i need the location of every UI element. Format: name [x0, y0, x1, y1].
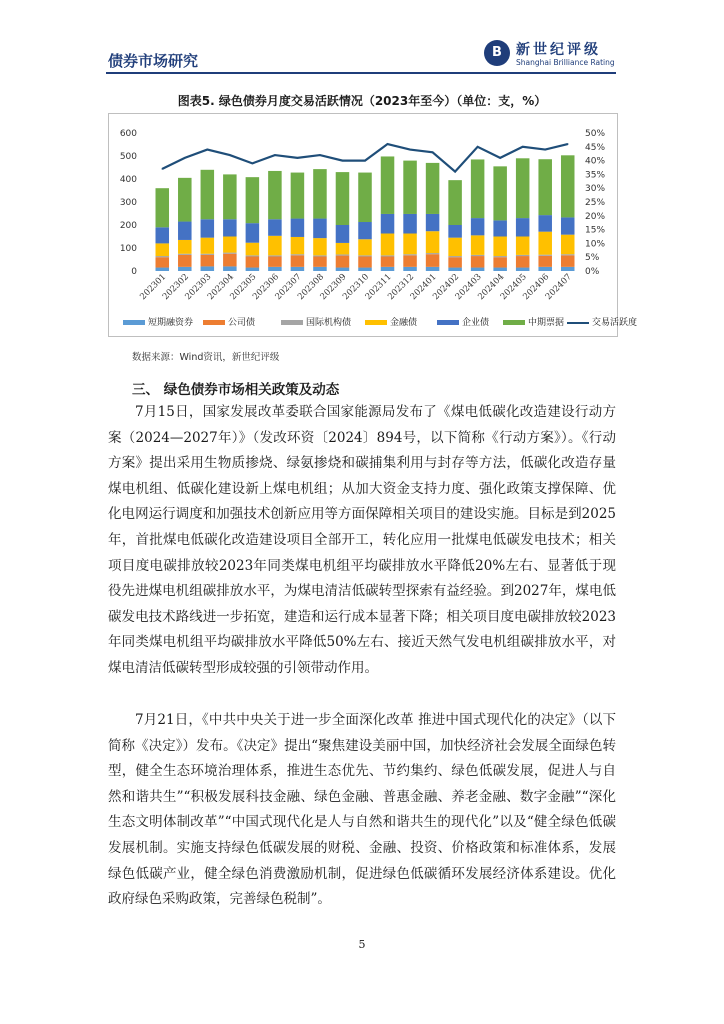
bar-segment [246, 177, 260, 223]
bar-segment [291, 219, 305, 237]
bar-segment [178, 267, 192, 271]
activity-point [454, 171, 456, 173]
bar-segment [201, 254, 215, 255]
bar-segment [403, 255, 417, 266]
bar-segment [291, 254, 305, 255]
x-tick-label: 202302 [160, 272, 191, 303]
bar-segment [381, 234, 395, 256]
logo-chinese-name: 新世纪评级 [516, 42, 601, 58]
bar-segment [493, 237, 507, 257]
legend-label: 公司债 [228, 318, 256, 328]
legend-swatch [203, 320, 225, 325]
bar-segment [448, 257, 462, 267]
activity-point [161, 168, 163, 170]
header-divider [106, 72, 616, 74]
bar-segment [381, 255, 395, 256]
activity-point [409, 149, 411, 151]
activity-point [184, 157, 186, 159]
x-tick-label: 202305 [228, 272, 259, 303]
x-tick-label: 202306 [250, 272, 282, 303]
x-tick-label: 202301 [138, 272, 169, 303]
y-left-tick-label: 400 [119, 175, 137, 185]
legend-label: 国际机构债 [306, 318, 352, 328]
activity-point [364, 160, 366, 162]
bar-segment [178, 222, 192, 240]
paragraph-text: 7月15日，国家发展改革委联合国家能源局发布了《煤电低碳化改造建设行动方案（2024—2027年）》（发改环资〔2024〕894号，以下简称《行动方案》）。《行动方案》提出采用生物质掺烧、绿氨掺烧和碳捕集利用与封存等方法，低碳化改造存量煤电机组、低碳化建设新上煤电机组；从加大资金支持力度、强化政策支撑保障、优化电网运行调度和加强技术创新应用等方面保障相关项目的建设实施。目标是到2025年，首批煤电低碳化改造建设项目全部开工，转化应用一批煤电低碳发电技术；相关项目度电碳排放较2023年同类煤电机组平均碳排放水平降低20%左右、显著低于现役先进煤电机组碳排放水平，为煤电清洁低碳转型探索有益经验。到2027年，煤电低碳发电技术路线进一步拓宽，建造和运行成本显著下降；相关项目度电碳排放较2023年同类煤电机组平均碳排放水平降低50%左右、接近天然气发电机组碳排放水平，对煤电清洁低碳转型形成较强的引领带动作用。 [108, 404, 616, 676]
bar-segment [403, 161, 417, 214]
bar-segment [268, 257, 282, 267]
legend-label: 短期融资券 [148, 318, 194, 328]
bar-segment [201, 238, 215, 254]
bar-segment [313, 169, 327, 218]
bar-segment [223, 253, 237, 254]
bar-segment [516, 218, 530, 236]
section-heading: 三、 绿色债券市场相关政策及动态 [132, 382, 340, 398]
x-tick-label: 202405 [498, 272, 529, 303]
activity-point [499, 157, 501, 159]
bar-segment [313, 267, 327, 271]
bar-segment [426, 231, 440, 253]
y-right-tick-label: 20% [585, 211, 606, 222]
bar-segment [516, 158, 530, 218]
bar-segment [561, 235, 575, 255]
bar-segment [471, 218, 485, 235]
x-tick-label: 202303 [183, 272, 214, 303]
y-left-tick-label: 600 [119, 129, 137, 139]
bar-segment [561, 155, 575, 217]
bar-segment [156, 256, 170, 257]
bar-segment [156, 268, 170, 271]
activity-point [477, 146, 479, 148]
y-left-tick-label: 0 [131, 267, 137, 277]
bar-segment [178, 254, 192, 255]
bar-segment [471, 159, 485, 218]
bar-segment [268, 219, 282, 236]
bar-segment [223, 254, 237, 267]
y-right-tick-label: 30% [585, 184, 606, 195]
legend-item [365, 315, 417, 328]
bar-segment [493, 257, 507, 267]
page-number: 5 [358, 938, 366, 951]
bar-segment [426, 267, 440, 271]
x-tick-label: 202404 [476, 272, 507, 303]
y-right-tick-label: 50% [585, 129, 606, 139]
bar-segment [201, 170, 215, 219]
bar-segment [291, 237, 305, 254]
activity-point [252, 163, 254, 165]
bar-segment [201, 266, 215, 271]
bar-segment [561, 255, 575, 266]
activity-point [342, 160, 344, 162]
chart-container [108, 113, 638, 337]
bar-segment [381, 156, 395, 214]
bar-segment [403, 254, 417, 255]
bar-segment [336, 225, 350, 243]
bar-segment [291, 173, 305, 219]
bar-line-chart [109, 114, 617, 336]
y-left-tick-label: 300 [119, 198, 137, 208]
y-right-tick-label: 45% [585, 142, 606, 153]
bar-segment [358, 239, 372, 255]
x-tick-label: 202402 [431, 272, 462, 303]
bar-segment [336, 172, 350, 225]
bar-segment [268, 171, 282, 219]
bar-segment [561, 267, 575, 271]
bar-segment [223, 237, 237, 253]
bar-segment [381, 214, 395, 234]
bar-segment [246, 223, 260, 243]
bar-segment [156, 243, 170, 256]
bar-segment [538, 255, 552, 256]
bar-segment [403, 234, 417, 255]
bar-segment [516, 256, 530, 268]
x-tick-label: 202309 [318, 272, 349, 303]
legend-item [567, 315, 637, 328]
bar-segment [538, 256, 552, 267]
legend-item [503, 315, 564, 328]
bar-segment [516, 268, 530, 271]
y-right-tick-label: 35% [585, 170, 606, 181]
bar-segment [403, 267, 417, 271]
bar-segment [538, 267, 552, 271]
y-right-tick-label: 0% [585, 267, 600, 277]
bar-segment [358, 255, 372, 256]
bar-segment [471, 255, 485, 256]
bar-segment [246, 257, 260, 268]
bar-segment [358, 173, 372, 222]
bar-segment [426, 163, 440, 214]
bar-segment [426, 254, 440, 267]
bar-segment [156, 257, 170, 267]
bar-segment [493, 166, 507, 220]
logo-emblem-icon [484, 40, 510, 66]
y-right-tick-label: 25% [585, 198, 606, 208]
bar-segment [336, 254, 350, 255]
legend-label: 企业债 [462, 318, 490, 328]
bar-segment [471, 256, 485, 268]
bar-segment [336, 268, 350, 271]
activity-point [207, 149, 209, 151]
legend-label: 中期票据 [528, 318, 565, 328]
company-logo [484, 40, 624, 72]
y-right-tick-label: 10% [585, 239, 606, 250]
legend-swatch [437, 320, 459, 325]
bar-segment [471, 235, 485, 255]
y-right-tick-label: 15% [585, 225, 606, 236]
legend-item [281, 315, 351, 328]
chart-legend [119, 313, 638, 329]
bar-segment [561, 217, 575, 234]
y-right-tick-label: 40% [585, 156, 606, 167]
bar-segment [493, 268, 507, 271]
bar-segment [178, 240, 192, 254]
bar-segment [178, 255, 192, 267]
bar-segment [246, 268, 260, 271]
activity-point [432, 152, 434, 154]
bar-segment [493, 220, 507, 236]
bar-segment [268, 236, 282, 256]
legend-swatch [365, 320, 387, 325]
y-left-tick-label: 100 [119, 244, 137, 254]
bar-segment [313, 219, 327, 239]
bar-segment [223, 219, 237, 236]
x-tick-label: 202310 [341, 272, 372, 303]
bar-segment [291, 267, 305, 271]
bar-segment [358, 222, 372, 239]
activity-point [387, 143, 389, 145]
logo-english-name: Shanghai Brilliance Rating [516, 58, 615, 67]
activity-point [229, 154, 231, 156]
bar-segment [336, 243, 350, 255]
bar-segment [381, 257, 395, 267]
activity-point [274, 154, 276, 156]
bar-segment [156, 188, 170, 227]
activity-point [522, 146, 524, 148]
bar-segment [223, 266, 237, 271]
bar-segment [448, 180, 462, 225]
activity-point [297, 157, 299, 159]
bar-segment [201, 255, 215, 267]
figure-title: 图表5. 绿色债券月度交易活跃情况（2023年至今）（单位：支，%） [177, 94, 547, 108]
bar-segment [268, 267, 282, 271]
bar-segment [448, 225, 462, 238]
page-header-title: 债券市场研究 [108, 52, 199, 70]
bar-segment [538, 215, 552, 232]
bar-segment [493, 256, 507, 257]
bar-segment [313, 255, 327, 256]
x-tick-label: 202308 [296, 272, 327, 303]
legend-label: 金融债 [390, 318, 418, 328]
bar-segment [313, 238, 327, 255]
bar-segment [538, 159, 552, 215]
bar-segment [426, 214, 440, 231]
bar-segment [358, 268, 372, 271]
x-tick-label: 202406 [521, 272, 552, 303]
activity-point [544, 149, 546, 151]
x-tick-label: 202401 [408, 272, 439, 303]
bar-segment [448, 256, 462, 257]
bar-segment [538, 232, 552, 255]
bar-segment [471, 268, 485, 271]
activity-point [319, 154, 321, 156]
legend-swatch [281, 320, 303, 325]
bar-segment [268, 255, 282, 256]
bar-segment [246, 255, 260, 256]
x-tick-label: 202311 [363, 272, 394, 303]
bar-segment [403, 214, 417, 234]
bar-segment [381, 267, 395, 271]
bar-segment [156, 227, 170, 243]
bar-segment [201, 219, 215, 237]
legend-swatch [503, 320, 525, 325]
bar-segment [178, 178, 192, 222]
activity-point [567, 143, 569, 145]
legend-item [437, 315, 489, 328]
x-tick-label: 202403 [453, 272, 484, 303]
y-left-tick-label: 200 [119, 221, 137, 231]
bar-segment [448, 238, 462, 256]
x-tick-label: 202304 [205, 272, 236, 303]
bar-segment [426, 253, 440, 254]
bar-segment [516, 237, 530, 255]
paragraph-text: 7月21日，《中共中央关于进一步全面深化改革 推进中国式现代化的决定》（以下简称《决定》）发布。《决定》提出“聚焦建设美丽中国，加快经济社会发展全面绿色转型，健全生态环境治理体系，推进生态优先、节约集约、绿色低碳发展，促进人与自然和谐共生”“积极发展科技金融、绿色金融、普惠金融、养老金融、数字金融”“深化生态文明体制改革”“中国式现代化是人与自然和谐共生的现代化”以及“健全绿色低碳发展机制。实施支持绿色低碳发展的财税、金融、投资、价格政策和标准体系，发展绿色低碳产业，健全绿色消费激励机制，促进绿色低碳循环发展经济体系建设。优化政府绿色采购政策，完善绿色税制”。 [108, 712, 616, 908]
legend-swatch [123, 320, 145, 325]
legend-label: 交易活跃度 [592, 318, 638, 328]
paragraph-action-plan [108, 400, 616, 682]
legend-item [123, 315, 193, 328]
bar-segment [291, 255, 305, 266]
x-tick-label: 202312 [386, 272, 417, 303]
x-tick-label: 202407 [543, 272, 574, 303]
legend-item [203, 315, 255, 328]
legend-line-swatch [567, 322, 589, 324]
bar-segment [516, 255, 530, 256]
bar-segment [246, 243, 260, 256]
bar-segment [336, 256, 350, 268]
y-right-tick-label: 5% [585, 253, 600, 264]
bar-segment [561, 254, 575, 255]
logo-glyph: B [492, 45, 502, 60]
bar-segment [358, 257, 372, 268]
bar-segment [448, 268, 462, 271]
paragraph-decision [108, 708, 616, 913]
bar-segment [223, 174, 237, 219]
bar-segment [313, 257, 327, 267]
figure-source: 数据来源：Wind资讯，新世纪评级 [132, 352, 280, 363]
y-left-tick-label: 500 [119, 152, 137, 162]
x-tick-label: 202307 [273, 272, 304, 303]
